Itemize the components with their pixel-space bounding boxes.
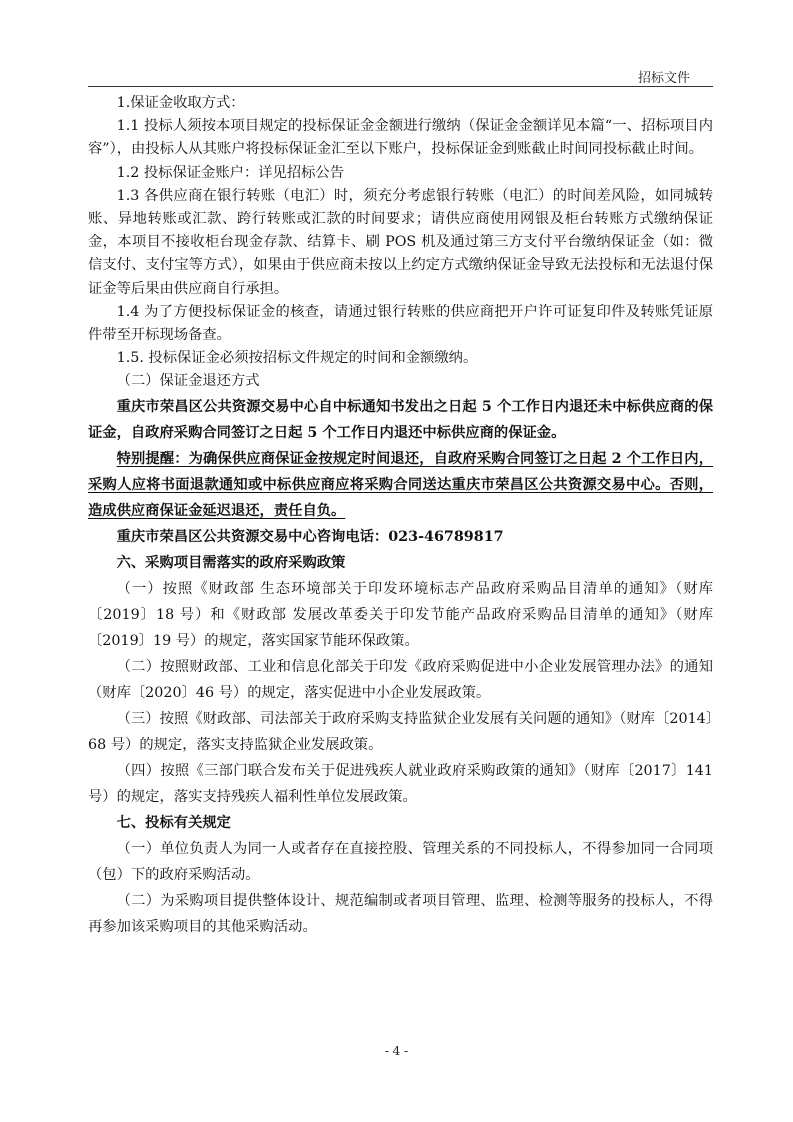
document-type-label: 招标文件: [637, 71, 690, 86]
policy-item-1: （一）按照《财政部 生态环境部关于印发环境标志产品政府采购品目清单的通知》（财库〔2019〕18 号）和《财政部 发展改革委关于印发节能产品政府采购品目清单的通知》（财库〔2019〕19 号）的规定，落实国家节能环保政策。: [88, 580, 713, 649]
policy-item-3: （三）按照《财政部、司法部关于政府采购支持监狱企业发展有关问题的通知》（财库〔2014〕68 号）的规定，落实支持监狱企业发展政策。: [88, 710, 713, 753]
header-divider: [88, 86, 713, 87]
bidding-rule-2: （二）为采购项目提供整体设计、规范编制或者项目管理、监理、检测等服务的投标人，不得再参加该采购项目的其他采购活动。: [88, 892, 713, 935]
paragraph-deposit-method-heading: 1.保证金收取方式：: [116, 95, 245, 111]
paragraph-1-2: 1.2 投标保证金账户：详见招标公告: [116, 164, 345, 181]
policy-item-2: （二）按照财政部、工业和信息化部关于印发《政府采购促进中小企业发展管理办法》的通知（财库〔2020〕46 号）的规定，落实促进中小企业发展政策。: [88, 658, 713, 701]
section-bidding-rules-heading: 七、投标有关规定: [116, 814, 231, 831]
page-number: - 4 -: [384, 1044, 409, 1058]
paragraph-special-reminder: 特别提醒：为确保供应商保证金按规定时间退还，自政府采购合同签订之日起 2 个工作日内，采购人应将书面退款通知或中标供应商应将采购合同送达重庆市荣昌区公共资源交易中心。否则，造成供应商保证金延迟退还，责任自负。: [88, 450, 713, 519]
bidding-rule-1: （一）单位负责人为同一人或者存在直接控股、管理关系的不同投标人，不得参加同一合同项（包）下的政府采购活动。: [88, 840, 713, 883]
paragraph-1-1: 1.1 投标人须按本项目规定的投标保证金金额进行缴纳（保证金金额详见本篇“一、招标项目内容”），由投标人从其账户将投标保证金汇至以下账户，投标保证金到账截止时间同投标截止时间。: [88, 118, 713, 158]
section-deposit-refund-heading: （二）保证金退还方式: [116, 373, 260, 390]
paragraph-1-4: 1.4 为了方便投标保证金的核查，请通过银行转账的供应商把开户许可证复印件及转账凭证原件带至开标现场备查。: [88, 303, 713, 344]
section-policy-heading: 六、采购项目需落实的政府采购政策: [116, 554, 346, 571]
document-body: [88, 92, 713, 940]
paragraph-1-3: 1.3 各供应商在银行转账（电汇）时，须充分考虑银行转账（电汇）的时间差风险，如同城转账、异地转账或汇款、跨行转账或汇款的时间要求；请供应商使用网银及柜台转账方式缴纳保证金，本项目不接收柜台现金存款、结算卡、刷 POS 机及通过第三方支付平台缴纳保证金（如：微信支付、支付宝等方式），如果由于供应商未按以上约定方式缴纳保证金导致无法投标和无法退付保证金等后果由供应商自行承担。: [88, 187, 713, 297]
paragraph-1-5: 1.5. 投标保证金必须按招标文件规定的时间和金额缴纳。: [116, 350, 478, 367]
paragraph-contact-phone: 重庆市荣昌区公共资源交易中心咨询电话：023-46789817: [116, 528, 504, 545]
policy-item-4: （四）按照《三部门联合发布关于促进残疾人就业政府采购政策的通知》（财库〔2017〕141 号）的规定，落实支持残疾人福利性单位发展政策。: [88, 762, 713, 805]
paragraph-refund-rule: 重庆市荣昌区公共资源交易中心自中标通知书发出之日起 5 个工作日内退还未中标供应商的保证金，自政府采购合同签订之日起 5 个工作日内退还中标供应商的保证金。: [88, 398, 713, 441]
page-header: [0, 0, 793, 90]
